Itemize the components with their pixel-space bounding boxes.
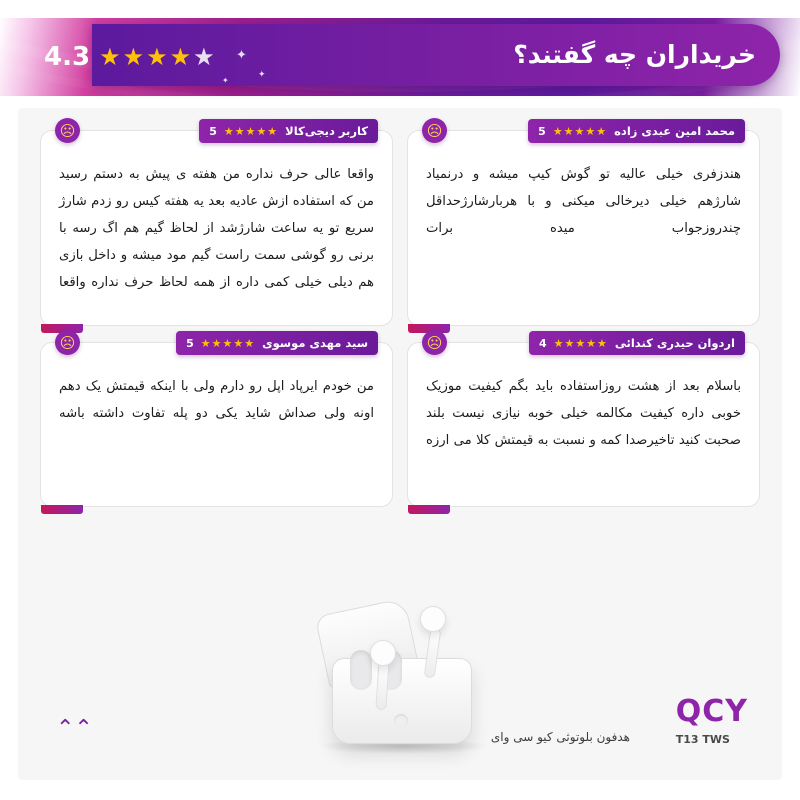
review-score: 5 bbox=[186, 336, 194, 350]
product-model: T13 TWS bbox=[675, 733, 730, 746]
case-slot-left bbox=[350, 650, 372, 690]
review-text: واقعا عالی حرف نداره من هفته ی پیش به دستم رسید من که استفاده ازش عادیه بعد یه هفته کیس رو زدم شارژ سریع تو یه ساعت شارژشد از لحاظ گیم هم اگ رسه با برنی رو گوشی سمت راست گیم مود میشه و داخل بازی هم دیلی خیلی کمی داره از همه لحاظ حرف نداره واقعا bbox=[59, 167, 374, 291]
emoji-icon: ☹ bbox=[422, 118, 447, 143]
card-accent-bar bbox=[408, 505, 450, 514]
star-icon: ★ bbox=[122, 43, 145, 71]
card-accent-bar bbox=[41, 505, 83, 514]
review-stars: ★★★★★ bbox=[553, 336, 608, 350]
brand-logo: QCY bbox=[675, 694, 748, 729]
brand-block bbox=[490, 694, 748, 746]
review-card[interactable] bbox=[407, 121, 760, 326]
review-card[interactable] bbox=[40, 333, 393, 507]
sparkle-icon: ✦ bbox=[236, 48, 247, 63]
emoji-icon: ☹ bbox=[55, 118, 80, 143]
review-header bbox=[199, 119, 378, 143]
review-header bbox=[529, 331, 745, 355]
rating-stars bbox=[99, 45, 215, 69]
review-score: 5 bbox=[209, 124, 217, 138]
reviewer-name: اردوان حیدری کندائی bbox=[614, 336, 735, 350]
review-stars: ★★★★★ bbox=[223, 124, 279, 138]
review-header bbox=[176, 331, 378, 355]
review-header bbox=[528, 119, 745, 143]
reviews-panel bbox=[18, 108, 782, 780]
review-stars: ★★★★★ bbox=[200, 336, 256, 350]
reviewer-name: کاربر دیجی‌کالا bbox=[285, 124, 368, 138]
product-image bbox=[270, 554, 530, 744]
star-icon-empty: ★ bbox=[193, 43, 215, 71]
review-text: باسلام بعد از هشت روزاستفاده باید بگم کیفیت موزیک خوبی داره کیفیت مکالمه خیلی خوبه نیازی نیست بلند صحبت کنید تاخیرصدا کمه و نسبت به قیمتش کلا می ارزه bbox=[426, 379, 741, 449]
reviews-list bbox=[40, 121, 760, 507]
reviewer-name: سید مهدی موسوی bbox=[262, 336, 368, 350]
page-title: خریداران چه گفتند؟ bbox=[513, 40, 756, 69]
emoji-icon: ☹ bbox=[55, 330, 80, 355]
overall-rating bbox=[44, 42, 215, 72]
header-band bbox=[0, 18, 800, 96]
emoji-icon: ☹ bbox=[422, 330, 447, 355]
review-score: 5 bbox=[538, 124, 546, 138]
case-button bbox=[394, 714, 408, 728]
star-icon: ★ bbox=[146, 43, 168, 71]
earbud-body bbox=[420, 606, 446, 632]
review-score: 4 bbox=[538, 336, 547, 350]
scroll-to-top-icon[interactable]: ⌃⌃ bbox=[56, 716, 93, 741]
review-text: من خودم ایرپاد اپل رو دارم ولی با اینکه قیمتش یک دهم اونه ولی صداش شاید یکی دو پله تفاوت داشته باشه bbox=[59, 379, 374, 422]
product-subtitle: هدفون بلوتوثی کیو سی وای bbox=[490, 730, 630, 744]
sparkle-icon: ✦ bbox=[258, 70, 266, 80]
review-card[interactable] bbox=[407, 333, 760, 507]
sparkle-icon: ✦ bbox=[222, 76, 229, 85]
earbud-body bbox=[370, 640, 396, 666]
review-text: هندزفری خیلی عالیه تو گوش کیپ میشه و درنمیاد شارژهم خیلی دیرخالی میکنی و با هربارشارژحداقل چندروزجواب میده برات bbox=[426, 167, 741, 237]
star-icon: ★ bbox=[169, 43, 192, 71]
review-stars: ★★★★★ bbox=[552, 124, 608, 138]
star-icon: ★ bbox=[99, 43, 121, 71]
reviewer-name: محمد امین عبدی زاده bbox=[614, 124, 735, 138]
rating-score: 4.3 bbox=[44, 42, 91, 72]
review-card[interactable] bbox=[40, 121, 393, 326]
